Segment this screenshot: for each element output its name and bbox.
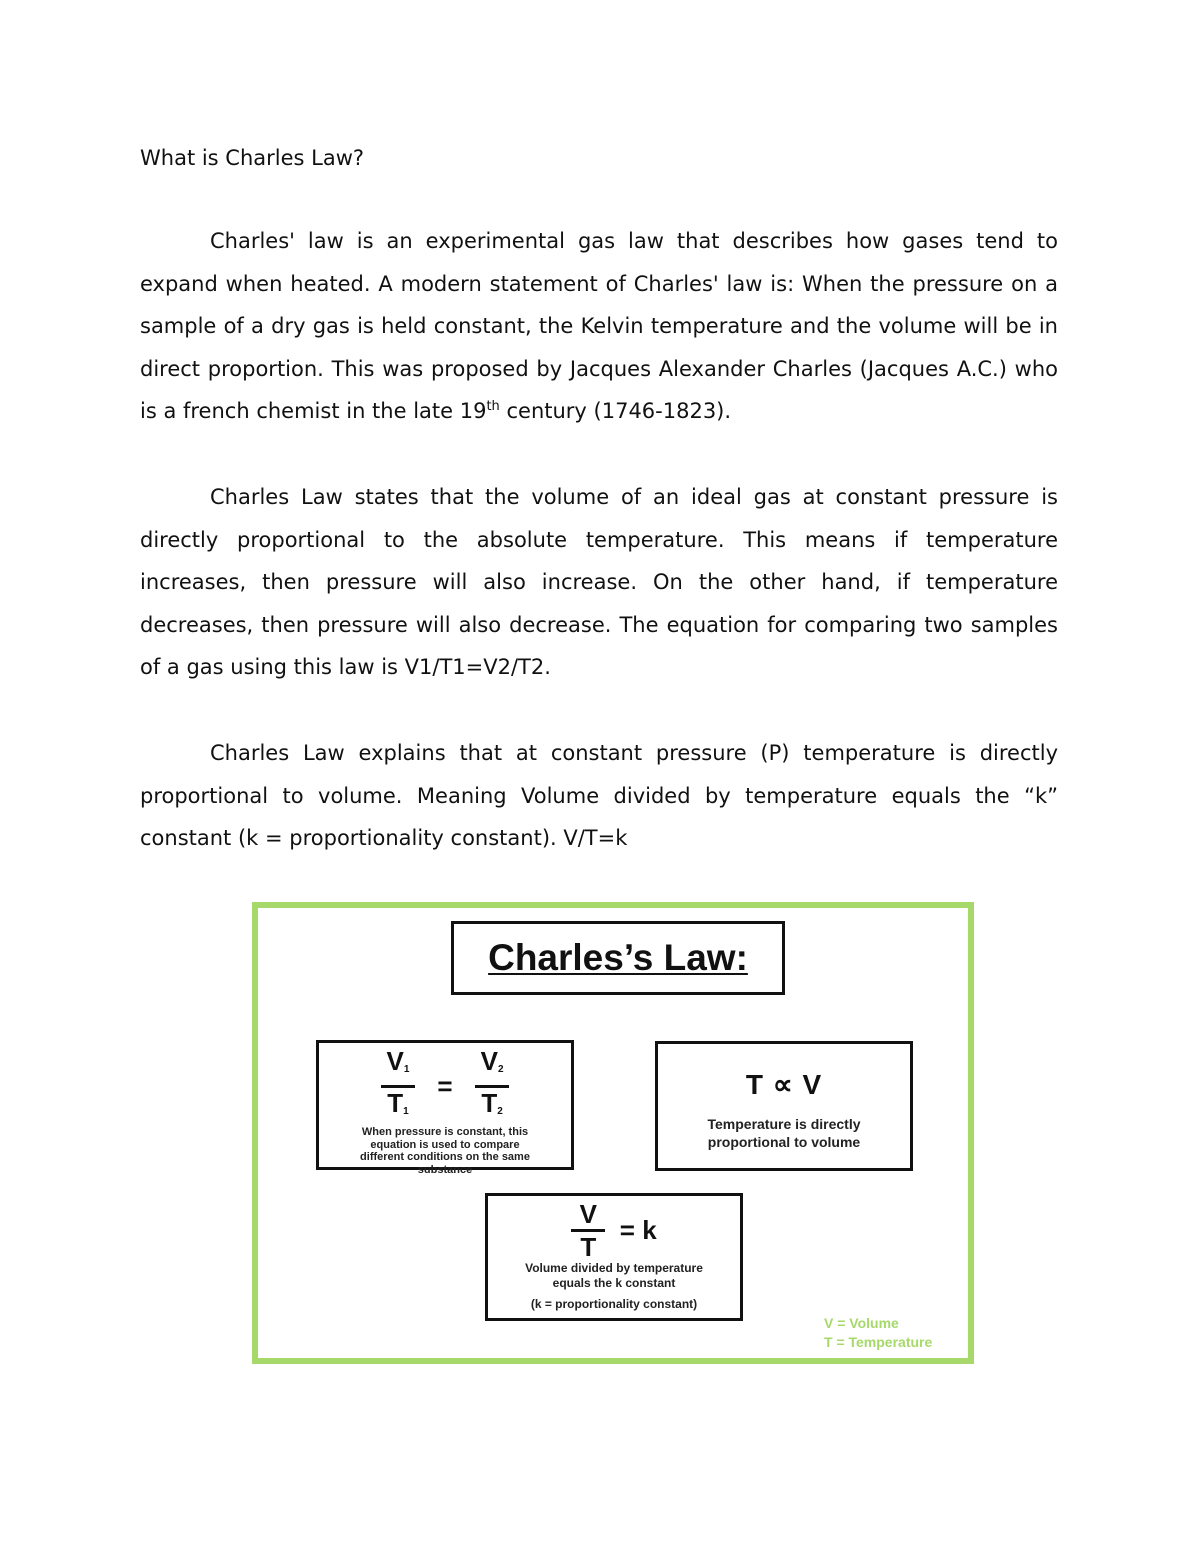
page-heading: What is Charles Law? (140, 146, 365, 170)
ordinal-superscript: th (486, 399, 500, 415)
paragraph-definition-text: Charles' law is an experimental gas law that describes how gases tend to expand when heated. A modern statement of Charles' law is: When the pressure on a sample of a dry gas is held constant, the Kelvin temperature and the volume will be in direct proportion. This was proposed by Jacques Alexander Charles (Jacques A.C.) who is a french chemist in the late 19 (140, 229, 1058, 424)
paragraph-statement-text: Charles Law states that the volume of an ideal gas at constant pressure is directly proportional to the absolute temperature. This means if temperature increases, then pressure will also increase. On the other hand, if temperature decreases, then pressure will also decrease. The equation for comparing two samples of a gas using this law is V1/T1=V2/T2. (140, 485, 1058, 680)
ratio-equation-box (316, 1040, 574, 1176)
ratio-note: When pressure is constant, this equation is used to compare different conditions on the same substance (360, 1126, 530, 1176)
constant-note (488, 1261, 740, 1291)
legend-temperature: T = Temperature (824, 1334, 933, 1350)
constant-equation (488, 1200, 740, 1261)
legend-volume: V = Volume (824, 1315, 899, 1331)
paragraph-explanation-text: Charles Law explains that at constant pressure (P) temperature is directly proportional to volume. Meaning Volume divided by temperature equals the “k” constant (k = proportionality constant). V/T=k (140, 741, 1058, 851)
constant-definition: (k = proportionality constant) (530, 1297, 698, 1311)
constant-box (485, 1193, 743, 1321)
figure-legend (824, 1314, 932, 1352)
v1-symbol: V (386, 1046, 404, 1076)
paragraph-definition (140, 220, 1058, 433)
fraction-v2-t2 (475, 1047, 509, 1126)
fraction-v-t (571, 1200, 605, 1261)
equals-sign: = (437, 1071, 453, 1101)
proportionality-box (655, 1041, 913, 1171)
equals-k: = k (619, 1215, 657, 1245)
v2-symbol: V (480, 1046, 498, 1076)
t2-symbol: T (481, 1088, 498, 1118)
t1-symbol: T (387, 1088, 404, 1118)
proportionality-note (658, 1115, 910, 1151)
figure-title-box (451, 921, 785, 995)
constant-note-line1: Volume divided by temperature (525, 1261, 703, 1275)
v-symbol: V (579, 1199, 597, 1229)
charles-law-figure (252, 902, 974, 1364)
ratio-equation (319, 1047, 571, 1126)
v1-subscript: 1 (403, 1064, 410, 1075)
v2-subscript: 2 (497, 1064, 504, 1075)
t-symbol: T (580, 1232, 597, 1262)
proportionality-note-line2: proportional to volume (707, 1134, 861, 1150)
paragraph-definition-tail: century (1746-1823). (499, 399, 732, 424)
figure-title: Charles’s Law: (488, 937, 748, 978)
t2-subscript: 2 (497, 1106, 503, 1117)
proportionality-formula: T ∝ V (745, 1069, 823, 1100)
paragraph-explanation (140, 732, 1058, 860)
constant-note-line2: equals the k constant (552, 1276, 676, 1290)
t1-subscript: 1 (403, 1106, 409, 1117)
paragraph-statement (140, 476, 1058, 689)
fraction-v1-t1 (381, 1047, 415, 1126)
proportionality-note-line1: Temperature is directly (707, 1116, 861, 1132)
